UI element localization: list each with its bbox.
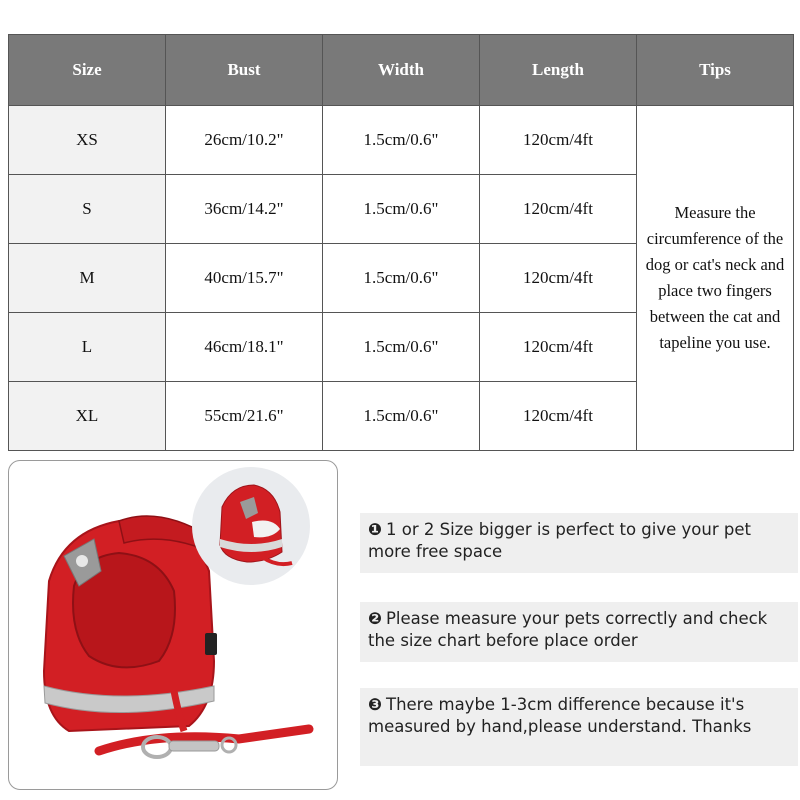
length-cell: 120cm/4ft bbox=[480, 382, 637, 451]
side-buckle bbox=[205, 633, 217, 655]
width-cell: 1.5cm/0.6" bbox=[323, 106, 480, 175]
tips-cell: Measure the circumference of the dog or cat's neck and place two fingers between the cat and tapeline you use. bbox=[637, 106, 794, 451]
bust-cell: 55cm/21.6" bbox=[166, 382, 323, 451]
header-tips: Tips bbox=[637, 35, 794, 106]
table-row bbox=[9, 106, 794, 175]
bust-cell: 26cm/10.2" bbox=[166, 106, 323, 175]
note-measure-correctly bbox=[360, 602, 798, 662]
length-cell: 120cm/4ft bbox=[480, 313, 637, 382]
bust-cell: 36cm/14.2" bbox=[166, 175, 323, 244]
width-cell: 1.5cm/0.6" bbox=[323, 382, 480, 451]
header-bust: Bust bbox=[166, 35, 323, 106]
bust-cell: 46cm/18.1" bbox=[166, 313, 323, 382]
width-cell: 1.5cm/0.6" bbox=[323, 175, 480, 244]
note-marker: ❸ bbox=[368, 695, 382, 714]
note-measurement-difference bbox=[360, 688, 798, 766]
size-cell: XL bbox=[9, 382, 166, 451]
length-cell: 120cm/4ft bbox=[480, 175, 637, 244]
note-text: There maybe 1-3cm difference because it's measured by hand,please understand. Thanks bbox=[368, 695, 752, 736]
clip-bar bbox=[169, 741, 219, 751]
size-cell: M bbox=[9, 244, 166, 313]
bust-cell: 40cm/15.7" bbox=[166, 244, 323, 313]
note-size-bigger bbox=[360, 513, 798, 573]
note-text: Please measure your pets correctly and check the size chart before place order bbox=[368, 609, 768, 650]
inset-view bbox=[192, 467, 310, 585]
note-marker: ❶ bbox=[368, 520, 382, 539]
product-photo-panel bbox=[8, 460, 338, 790]
harness-inset-illustration bbox=[192, 467, 310, 585]
size-cell: L bbox=[9, 313, 166, 382]
header-length: Length bbox=[480, 35, 637, 106]
inset-leash bbox=[262, 557, 292, 564]
width-cell: 1.5cm/0.6" bbox=[323, 244, 480, 313]
paw-icon bbox=[76, 555, 88, 567]
size-chart-table bbox=[8, 34, 794, 451]
length-cell: 120cm/4ft bbox=[480, 244, 637, 313]
table-header-row bbox=[9, 35, 794, 106]
size-cell: XS bbox=[9, 106, 166, 175]
header-size: Size bbox=[9, 35, 166, 106]
length-cell: 120cm/4ft bbox=[480, 106, 637, 175]
size-cell: S bbox=[9, 175, 166, 244]
note-marker: ❷ bbox=[368, 609, 382, 628]
header-width: Width bbox=[323, 35, 480, 106]
note-text: 1 or 2 Size bigger is perfect to give your pet more free space bbox=[368, 520, 751, 561]
width-cell: 1.5cm/0.6" bbox=[323, 313, 480, 382]
